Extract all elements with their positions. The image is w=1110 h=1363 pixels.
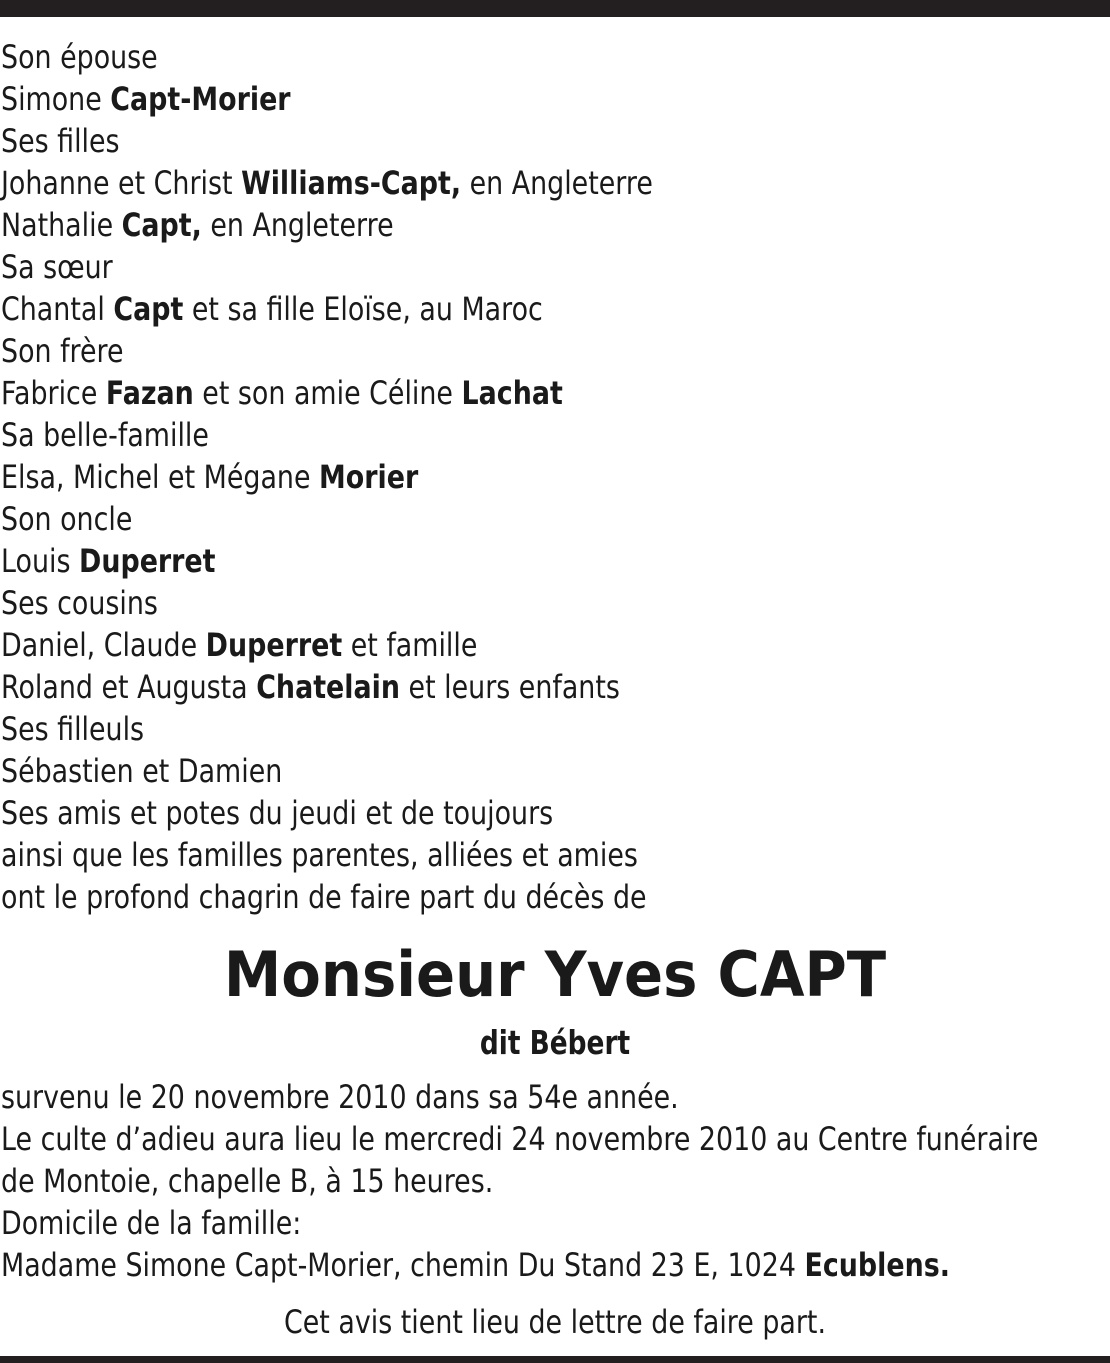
family-line: ont le profond chagrin de faire part du décès de	[1, 878, 647, 916]
family-line: Sa belle-famille	[1, 416, 209, 454]
surname: Lachat	[461, 374, 563, 412]
detail-line: de Montoie, chapelle B, à 15 heures.	[1, 1162, 494, 1200]
family-line: Elsa, Michel et Mégane Morier	[1, 458, 419, 496]
family-line: Louis Duperret	[1, 542, 216, 580]
family-line: Ses amis et potes du jeudi et de toujours	[1, 794, 554, 832]
family-line: Sa sœur	[1, 248, 113, 286]
surname: Capt,	[121, 206, 202, 244]
family-line: Roland et Augusta Chatelain et leurs enfants	[1, 668, 620, 706]
detail-line: Le culte d’adieu aura lieu le mercredi 24 novembre 2010 au Centre funéraire	[1, 1120, 1039, 1158]
family-line: Son épouse	[1, 38, 158, 76]
surname: Morier	[319, 458, 419, 496]
surname: Chatelain	[256, 668, 400, 706]
detail-line: survenu le 20 novembre 2010 dans sa 54e année.	[1, 1078, 679, 1116]
surname: Williams-Capt,	[241, 164, 462, 202]
top-rule	[0, 0, 1110, 17]
family-line: Sébastien et Damien	[1, 752, 283, 790]
family-line: Son frère	[1, 332, 124, 370]
surname: Duperret	[79, 542, 216, 580]
family-line: Ses filleuls	[1, 710, 145, 748]
deceased-name: Monsieur Yves CAPT	[223, 938, 887, 1011]
family-line: Ses cousins	[1, 584, 158, 622]
family-line: ainsi que les familles parentes, alliées et amies	[1, 836, 638, 874]
family-line: Son oncle	[1, 500, 133, 538]
detail-line: Domicile de la famille:	[1, 1204, 302, 1242]
ceremony-details	[1, 1076, 1110, 1286]
bottom-rule	[0, 1356, 1110, 1363]
family-line: Daniel, Claude Duperret et famille	[1, 626, 478, 664]
surname: Capt	[113, 290, 184, 328]
family-line: Fabrice Fazan et son amie Céline Lachat	[1, 374, 563, 412]
surname: Duperret	[205, 626, 343, 664]
family-list	[1, 36, 1106, 918]
surname: Fazan	[105, 374, 194, 412]
family-line: Johanne et Christ Williams-Capt, en Angleterre	[1, 164, 653, 202]
closing-note: Cet avis tient lieu de lettre de faire part.	[283, 1303, 827, 1341]
family-line: Simone Capt-Morier	[1, 80, 291, 118]
family-line: Nathalie Capt, en Angleterre	[1, 206, 394, 244]
family-line: Chantal Capt et sa fille Eloïse, au Maroc	[1, 290, 543, 328]
deceased-nickname: dit Bébert	[479, 1023, 631, 1062]
town: Ecublens.	[804, 1246, 950, 1284]
family-line: Ses filles	[1, 122, 120, 160]
surname: Capt-Morier	[110, 80, 291, 118]
family-address: Madame Simone Capt-Morier, chemin Du Stand 23 E, 1024 Ecublens.	[1, 1246, 950, 1284]
